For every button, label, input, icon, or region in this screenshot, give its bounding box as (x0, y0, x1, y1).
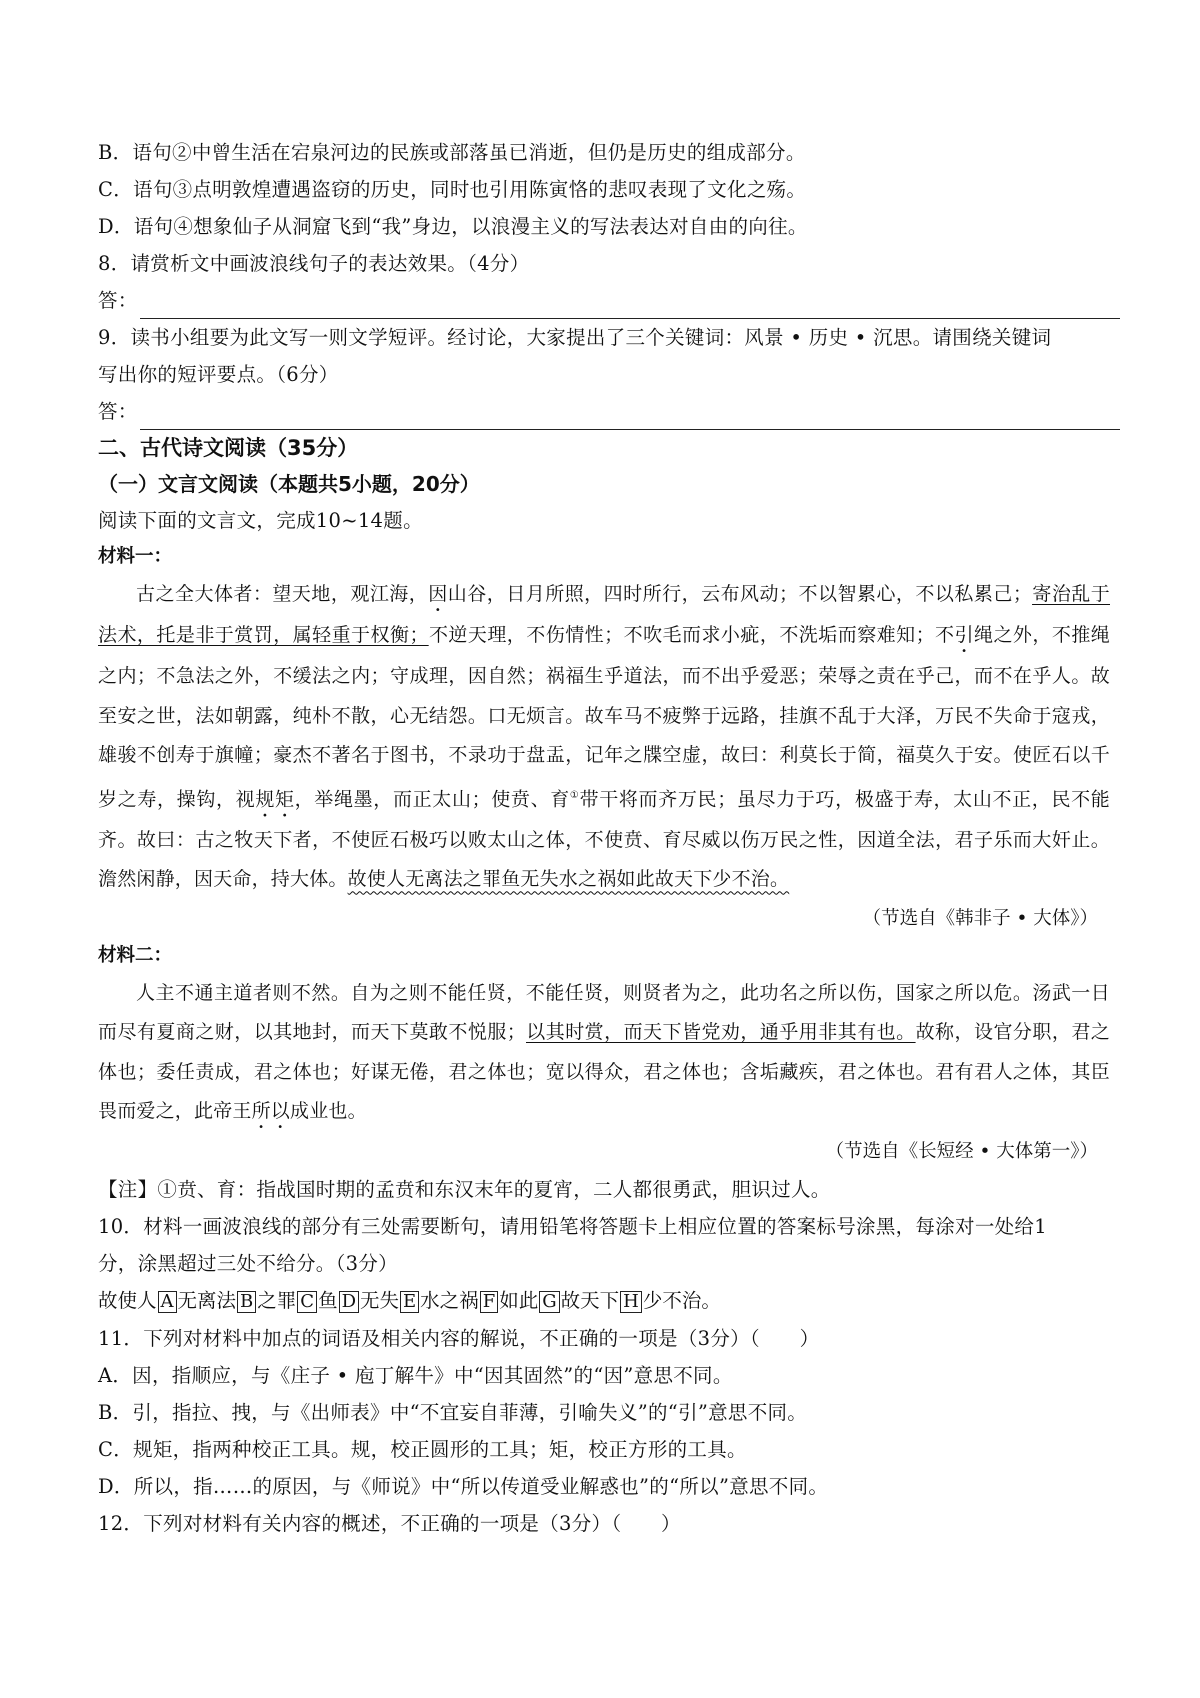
material-1-label: 材料一： (98, 546, 173, 567)
subsection-1-title: （一）文言文阅读（本题共5小题，20分） (98, 472, 480, 496)
answer-line-9 (98, 393, 1110, 430)
question-8: 8．请赏析文中画波浪线句子的表达效果。（4分） (98, 252, 530, 275)
question-10-line2: 分，涂黑超过三处不给分。（3分） (98, 1252, 398, 1276)
answer-blank[interactable] (140, 403, 1120, 430)
question-10-line1: 10．材料一画波浪线的部分有三处需要断句，请用铅笔将答题卡上相应位置的答案标号涂黑，每涂对一处给1 (98, 1215, 1047, 1239)
break-option-g[interactable]: G (539, 1291, 559, 1313)
dotted-word-yin: 因 (428, 583, 448, 605)
material-1-source: （节选自《韩非子 • 大体》） (862, 907, 1098, 929)
dotted-word-guiju: 规矩 (255, 787, 295, 810)
q7-option-d: D．语句④想象仙子从洞窟飞到“我”身边，以浪漫主义的写法表达对自由的向往。 (98, 215, 808, 238)
answer-label: 答： (98, 289, 138, 312)
underlined-sentence-1: 寄治乱于法术，托是非于赏罚，属轻重于权衡； (98, 583, 1110, 646)
q11-option-b: B．引，指拉、拽，与《出师表》中“不宜妄自菲薄，引喻失义”的“引”意思不同。 (98, 1401, 808, 1425)
break-option-h[interactable]: H (620, 1291, 642, 1313)
break-option-f[interactable]: F (480, 1291, 499, 1313)
break-option-e[interactable]: E (400, 1291, 419, 1313)
q11-option-c: C．规矩，指两种校正工具。规，校正圆形的工具；矩，校正方形的工具。 (98, 1438, 747, 1462)
section-2-title: 二、古代诗文阅读（35分） (98, 436, 359, 460)
material-2-source: （节选自《长短经 • 大体第一》） (825, 1141, 1098, 1163)
question-11: 11．下列对材料中加点的词语及相关内容的解说，不正确的一项是（3分）（ ） (98, 1327, 820, 1351)
wavy-underlined-sentence: 故使人无离法之罪鱼无失水之祸如此故天下少不治。 (347, 868, 790, 891)
answer-label: 答： (98, 400, 138, 423)
question-12: 12．下列对材料有关内容的概述，不正确的一项是（3分）（ ） (98, 1512, 681, 1536)
break-option-a[interactable]: A (158, 1291, 177, 1313)
underlined-sentence-2: 以其时赏，而天下皆党劝，通乎用非其有也。 (526, 1021, 916, 1044)
question-9-line2: 写出你的短评要点。（6分） (98, 363, 339, 386)
q7-option-c: C．语句③点明敦煌遭遇盗窃的历史，同时也引用陈寅恪的悲叹表现了文化之殇。 (98, 178, 807, 201)
q11-option-a: A．因，指顺应，与《庄子 • 庖丁解牛》中“因其固然”的“因”意思不同。 (98, 1364, 733, 1388)
material-1-text: 古之全大体者：望天地，观江海，因山谷，日月所照，四时所行，云布风动；不以智累心，不以私累己；寄治乱于法术，托是非于赏罚，属轻重于权衡；不逆天理，不伤情性；不吹毛而求小疵，不洗垢而察难知；不引绳之外，不推绳之内；不急法之外，不缓法之内；守成理，因自然；祸福生乎道法，而不出乎爱恶；荣辱之责在乎己，而不在乎人。故至安之世，法如朝露，纯朴不散，心无结怨。口无烦言。故车马不疲弊于远路，挂旗不乱于大泽，万民不失命于寇戎，雄骏不创寿于旗幢；豪杰不著名于图书，不录功于盘盂，记年之牒空虚，故曰：利莫长于简，福莫久于安。使匠石以千岁之寿，操钩，视规矩，举绳墨，而正太山；使贲、育①带干将而齐万民；虽尽力于巧，极盛于寿，太山不正，民不能齐。故曰：古之牧天下者，不使匠石极巧以败太山之体，不使贲、育尽威以伤万民之性，因道全法，君子乐而大奸止。澹然闲静，因天命，持大体。故使人无离法之罪鱼无失水之祸如此故天下少不治。 (98, 583, 1110, 891)
answer-blank[interactable] (140, 292, 1120, 319)
reading-instruction: 阅读下面的文言文，完成10~14题。 (98, 509, 423, 532)
question-9-line1: 9．读书小组要为此文写一则文学短评。经讨论，大家提出了三个关键词：风景 • 历史 • 沉思。请围绕关键词 (98, 326, 1052, 349)
break-option-c[interactable]: C (297, 1291, 317, 1313)
dotted-word-yin2: 引 (954, 624, 974, 646)
answer-line-8 (98, 282, 1110, 319)
break-option-b[interactable]: B (237, 1291, 256, 1313)
break-option-d[interactable]: D (339, 1291, 359, 1313)
q11-option-d: D．所以，指……的原因，与《师说》中“所以传道受业解惑也”的“所以”意思不同。 (98, 1475, 829, 1499)
sentence-break-options: 故使人 A 无离法 B 之罪 C 鱼 D 无失 E 水之祸 F 如此 G 故天下 H 少不治。 (98, 1289, 721, 1313)
dotted-word-suoyi: 所以 (251, 1100, 291, 1123)
material-2-label: 材料二： (98, 944, 173, 966)
footnote: 【注】①贲、育：指战国时期的孟贲和东汉末年的夏宵，二人都很勇武，胆识过人。 (98, 1178, 831, 1202)
q7-option-b: B．语句②中曾生活在宕泉河边的民族或部落虽已消逝，但仍是历史的组成部分。 (98, 141, 806, 164)
footnote-mark: ① (569, 789, 580, 801)
material-2-text: 人主不通主道者则不然。自为之则不能任贤，不能任贤，则贤者为之，此功名之所以伤，国家之所以危。汤武一日而尽有夏商之财，以其地封，而天下莫敢不悦服；以其时赏，而天下皆党劝，通乎用非其有也。故称，设官分职，君之体也；委任责成，君之体也；好谋无倦，君之体也；宽以得众，君之体也；含垢藏疾，君之体也。君有君人之体，其臣畏而爱之，此帝王所以成业也。 (98, 981, 1110, 1123)
